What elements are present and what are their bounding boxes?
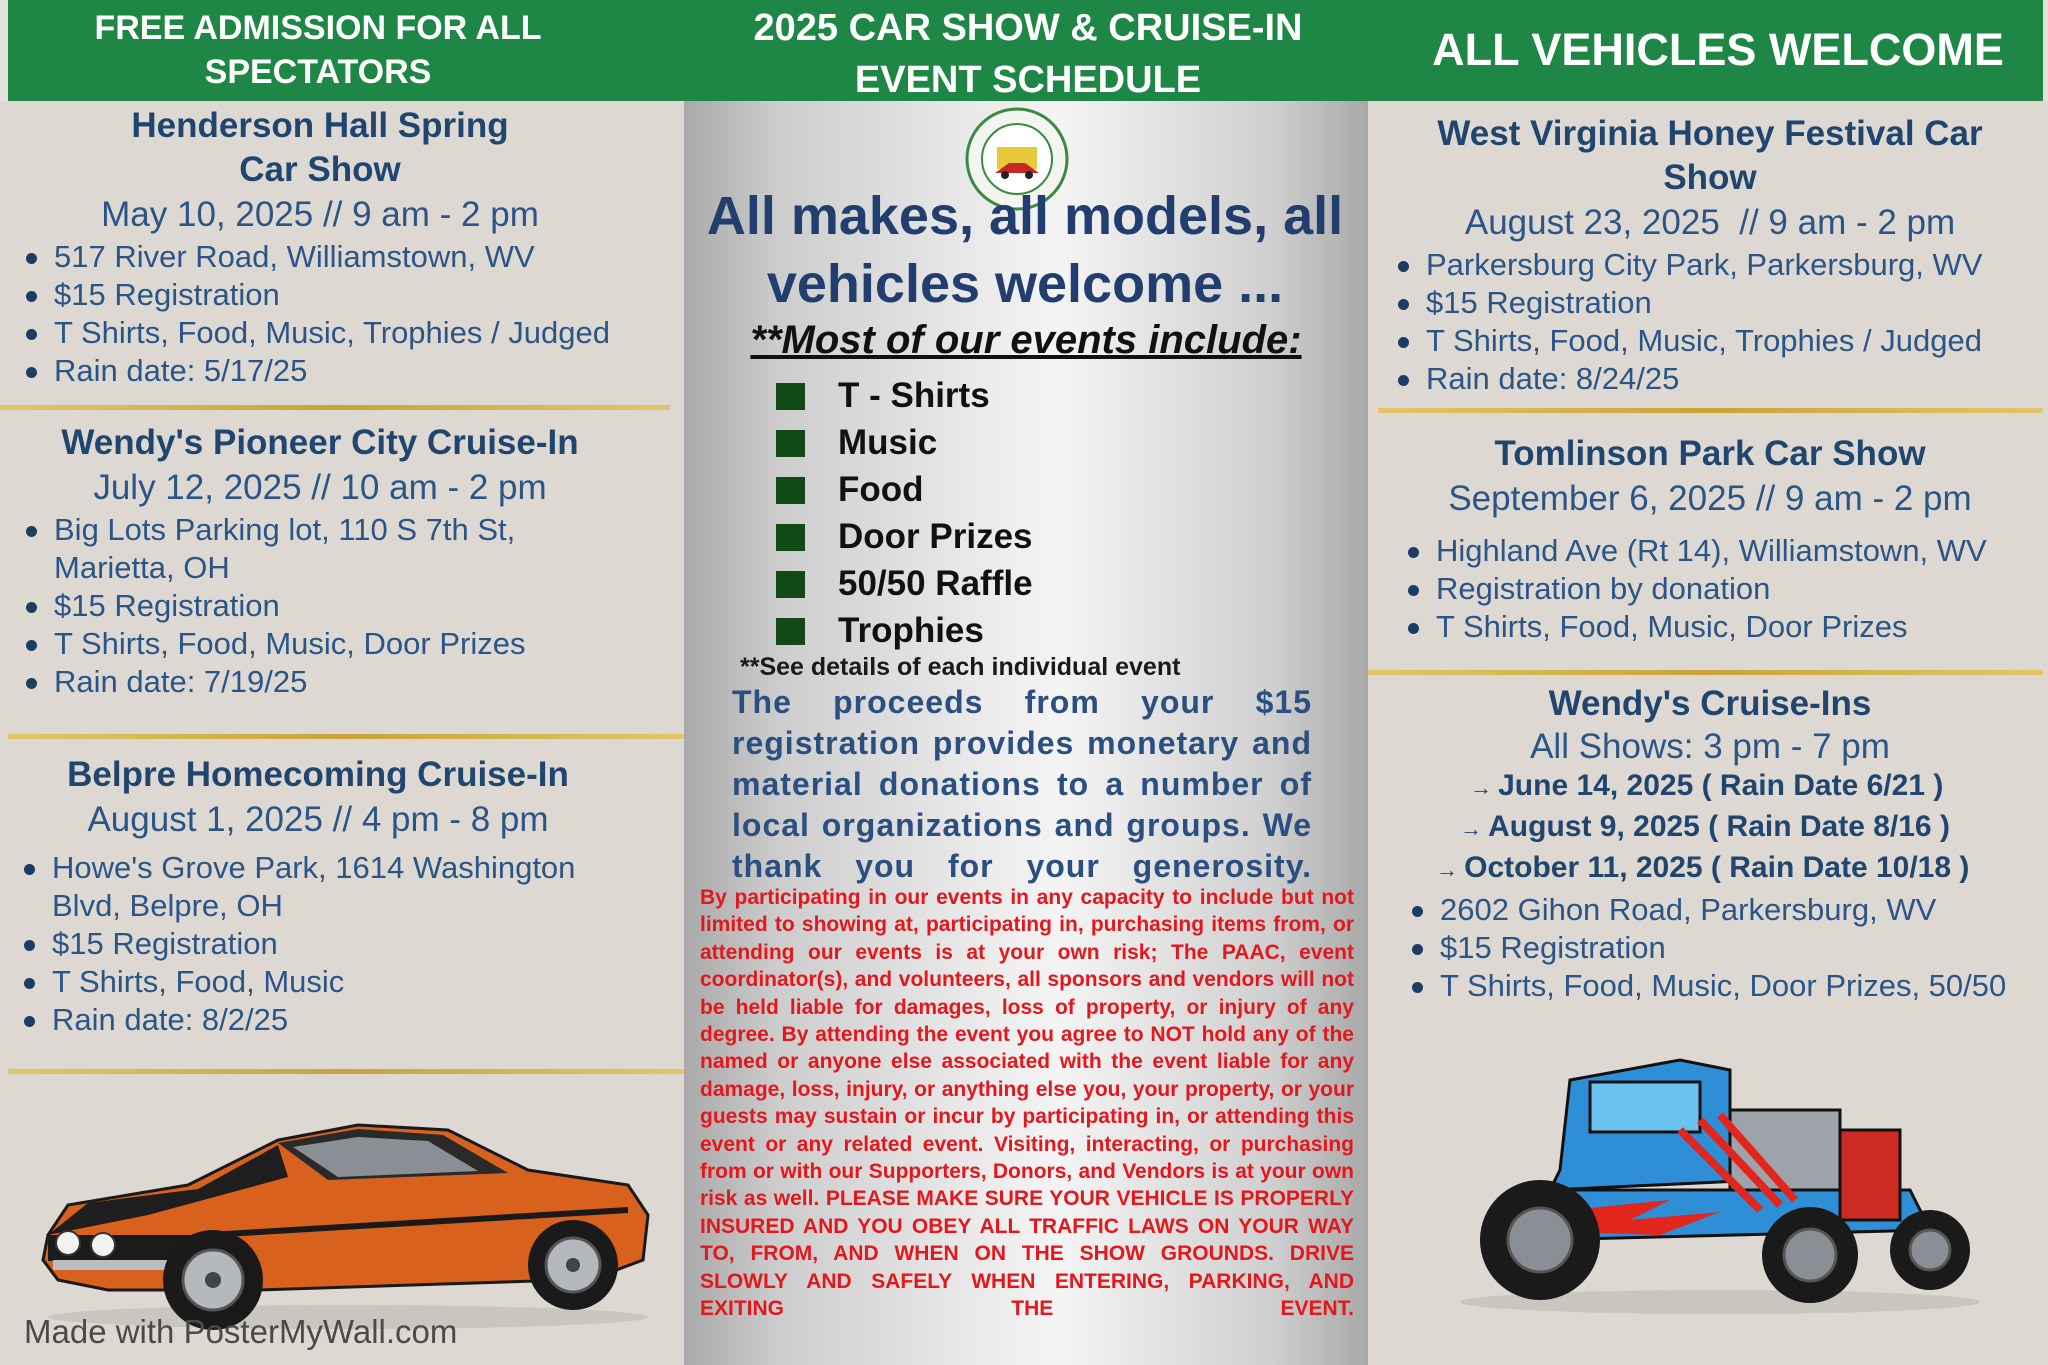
list-item: $15 Registration bbox=[1392, 284, 2030, 322]
includes-subhead: **Most of our events include: bbox=[750, 318, 1302, 362]
event-details-list bbox=[20, 238, 620, 390]
date-item: → October 11, 2025 ( Rain Date 10/18 ) bbox=[1436, 851, 1970, 884]
date-item: → June 14, 2025 ( Rain Date 6/21 ) bbox=[1470, 769, 1944, 802]
list-item: Door Prizes bbox=[772, 513, 1033, 560]
list-item: 517 River Road, Williamstown, WV bbox=[20, 238, 620, 276]
header-banner bbox=[8, 0, 2043, 101]
free-admission-text: FREE ADMISSION FOR ALL SPECTATORS bbox=[94, 9, 542, 91]
list-item: T Shirts, Food, Music, Door Prizes bbox=[1402, 608, 2030, 646]
list-item: $15 Registration bbox=[1406, 929, 2030, 967]
event-date: August 23, 2025 // 9 am - 2 pm bbox=[1464, 203, 1956, 242]
list-item: 2602 Gihon Road, Parkersburg, WV bbox=[1406, 891, 2030, 929]
list-item: 50/50 Raffle bbox=[772, 560, 1033, 607]
list-item: Registration by donation bbox=[1402, 570, 2030, 608]
event-date: All Shows: 3 pm - 7 pm bbox=[1530, 727, 1890, 766]
arrow-icon: → bbox=[1460, 816, 1489, 841]
checkbox-square-icon bbox=[776, 430, 805, 457]
list-item: T Shirts, Food, Music, Door Prizes bbox=[20, 625, 540, 663]
includes-list bbox=[772, 372, 1033, 654]
event-belpre-homecoming bbox=[18, 753, 658, 1039]
list-item: Big Lots Parking lot, 110 S 7th St, Marietta, OH bbox=[20, 511, 540, 587]
event-wendys-pioneer-city bbox=[20, 421, 640, 701]
list-item: Music bbox=[772, 419, 1033, 466]
list-item: Rain date: 8/2/25 bbox=[18, 1001, 628, 1039]
checkbox-square-icon bbox=[776, 571, 805, 598]
event-details-list bbox=[18, 849, 628, 1039]
list-item: Trophies bbox=[772, 607, 1033, 654]
event-title: Tomlinson Park Car Show bbox=[1494, 434, 1926, 473]
arrow-icon: → bbox=[1436, 857, 1465, 882]
section-divider bbox=[1378, 408, 2043, 413]
event-schedule-title: 2025 CAR SHOW & CRUISE-IN EVENT SCHEDULE bbox=[753, 7, 1303, 101]
list-item: $15 Registration bbox=[18, 925, 628, 963]
event-details-list bbox=[1402, 532, 2030, 646]
event-details-list bbox=[1392, 246, 2030, 398]
headline: All makes, all models, all vehicles welcome ... bbox=[706, 186, 1344, 314]
list-item: T Shirts, Food, Music, Door Prizes, 50/50 bbox=[1406, 967, 2030, 1005]
list-item: $15 Registration bbox=[20, 587, 540, 625]
section-divider bbox=[8, 1069, 684, 1074]
list-item: Food bbox=[772, 466, 1033, 513]
event-title: West Virginia Honey Festival Car Show bbox=[1437, 114, 1983, 197]
list-item: T Shirts, Food, Music, Trophies / Judged bbox=[1392, 322, 2030, 360]
liability-disclaimer: By participating in our events in any capacity to include but not limited to showing at, participating in, purchasing items from, or attending our events is at your own risk; The PAAC, event coordinator(s), and volunteers, all sponsors and vendors will not be held liable for damages, loss of property, or injury of any degree. By attending the event you agree to NOT hold any of the named or anyone else associated with the event liable for any damage, loss, injury, or anything else you, your property, or your guests may sustain or incur by participating in, or attending this event or any related event. Visiting, interacting, or purchasing from or with our Supporters, Donors, and Vendors is at your own risk as well. PLEASE MAKE SURE YOUR VEHICLE IS PROPERLY INSURED AND YOU OBEY ALL TRAFFIC LAWS ON YOUR WAY TO, FROM, AND WHEN ON THE SHOW GROUNDS. DRIVE SLOWLY AND SAFELY WHEN ENTERING, PARKING, AND EXITING THE EVENT. bbox=[700, 886, 1354, 1321]
event-title: Wendy's Pioneer City Cruise-In bbox=[61, 423, 579, 462]
event-title: Henderson Hall Spring Car Show bbox=[131, 106, 509, 189]
postermywall-watermark: Made with PosterMyWall.com bbox=[24, 1313, 458, 1350]
event-date: May 10, 2025 // 9 am - 2 pm bbox=[101, 195, 539, 234]
arrow-icon: → bbox=[1470, 775, 1499, 800]
checkbox-square-icon bbox=[776, 524, 805, 551]
event-title: Belpre Homecoming Cruise-In bbox=[67, 755, 569, 794]
checkbox-square-icon bbox=[776, 618, 805, 645]
event-details-list bbox=[20, 511, 540, 701]
event-wv-honey-festival bbox=[1390, 112, 2030, 398]
event-wendys-cruise-ins bbox=[1390, 682, 2030, 1005]
event-date: August 1, 2025 // 4 pm - 8 pm bbox=[87, 800, 549, 839]
list-item: Rain date: 8/24/25 bbox=[1392, 360, 2030, 398]
cruise-in-dates bbox=[1390, 766, 2030, 889]
date-item: → August 9, 2025 ( Rain Date 8/16 ) bbox=[1460, 810, 1950, 843]
list-item: T Shirts, Food, Music, Trophies / Judged bbox=[20, 314, 620, 352]
event-title: Wendy's Cruise-Ins bbox=[1548, 684, 1872, 723]
blue-hot-rod-illustration bbox=[1430, 1040, 1990, 1320]
event-tomlinson-park bbox=[1390, 432, 2030, 646]
orange-muscle-car-illustration bbox=[28, 1085, 658, 1335]
list-item: Rain date: 7/19/25 bbox=[20, 663, 540, 701]
details-note: **See details of each individual event bbox=[740, 653, 1181, 681]
list-item: $15 Registration bbox=[20, 276, 620, 314]
section-divider bbox=[1368, 670, 2043, 675]
event-date: July 12, 2025 // 10 am - 2 pm bbox=[93, 468, 547, 507]
list-item: Rain date: 5/17/25 bbox=[20, 352, 620, 390]
event-date: September 6, 2025 // 9 am - 2 pm bbox=[1448, 479, 1972, 518]
event-details-list bbox=[1406, 891, 2030, 1005]
section-divider bbox=[8, 734, 684, 739]
list-item: T - Shirts bbox=[772, 372, 1033, 419]
all-vehicles-welcome-text: ALL VEHICLES WELCOME bbox=[1432, 24, 2004, 75]
checkbox-square-icon bbox=[776, 383, 805, 410]
section-divider bbox=[0, 405, 670, 410]
list-item: T Shirts, Food, Music bbox=[18, 963, 628, 1001]
list-item: Highland Ave (Rt 14), Williamstown, WV bbox=[1402, 532, 2030, 570]
list-item: Parkersburg City Park, Parkersburg, WV bbox=[1392, 246, 2030, 284]
proceeds-paragraph: The proceeds from your $15 registration provides monetary and material donations to a number of local organizations and groups. We thank you for your generosity. bbox=[732, 684, 1312, 884]
list-item: Howe's Grove Park, 1614 Washington Blvd, Belpre, OH bbox=[18, 849, 628, 925]
event-henderson-hall bbox=[20, 104, 620, 390]
checkbox-square-icon bbox=[776, 477, 805, 504]
